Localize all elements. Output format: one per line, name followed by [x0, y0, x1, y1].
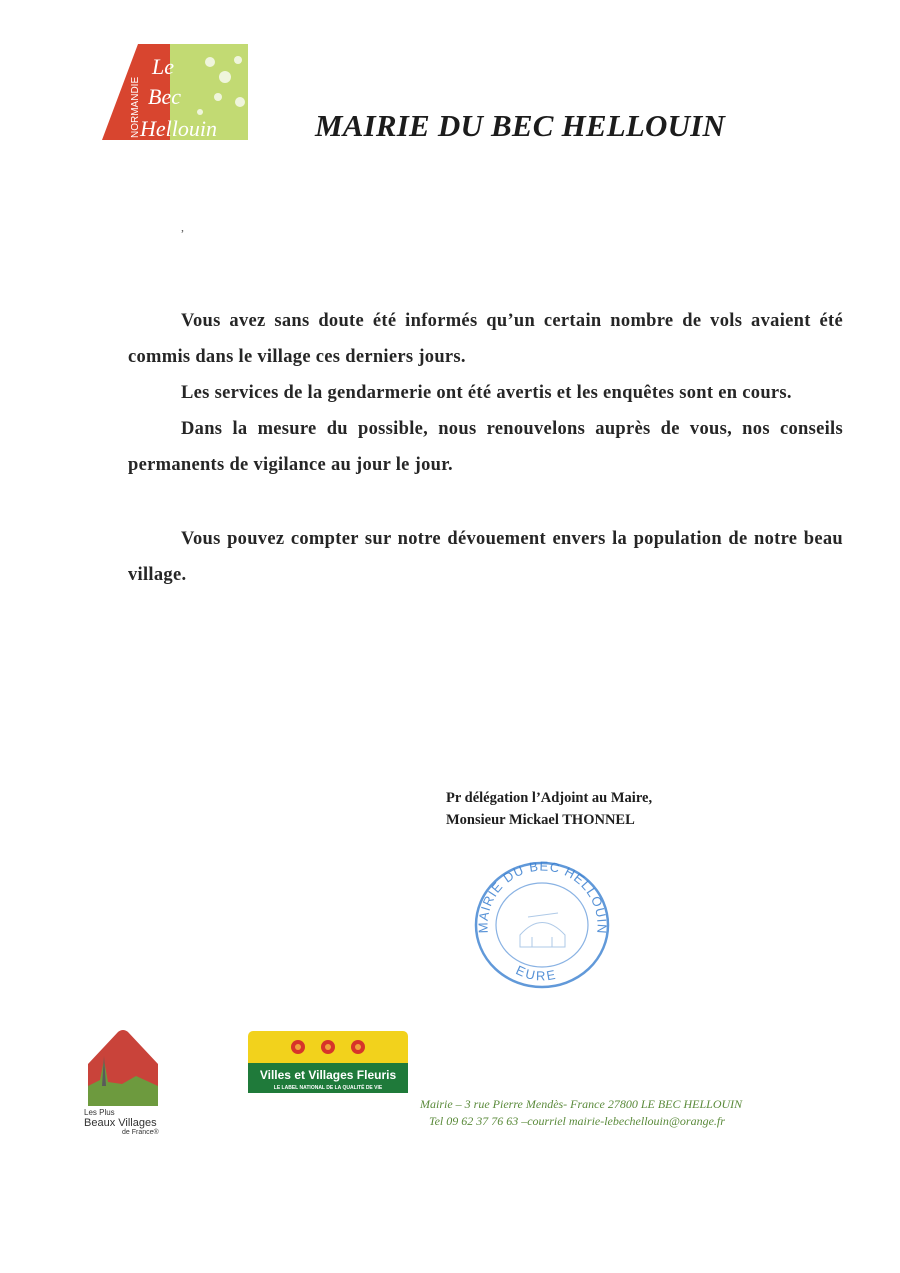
beaux-line-3: de France® [122, 1129, 159, 1136]
logo-normandie-text: NORMANDIE [130, 76, 141, 138]
address-line: Mairie – 3 rue Pierre Mendès- France 27800 LE BEC HELLOUIN [420, 1097, 743, 1111]
logo-le-text: Le [152, 54, 174, 79]
footer-address [420, 1096, 840, 1130]
logo-bec-text: Bec [148, 84, 181, 109]
signature-name: Monsieur Mickael THONNEL [446, 812, 635, 828]
letter-body [128, 303, 843, 593]
letter-paragraph: Dans la mesure du possible, nous renouvelons auprès de vous, nos conseils permanents de vigilance au jour le jour. [128, 419, 843, 475]
flower-icon [291, 1040, 365, 1054]
bec-hellouin-logo [100, 42, 250, 142]
letter-paragraph: Vous pouvez compter sur notre dévouement envers la population de notre beau village. [128, 529, 843, 585]
svg-text:EURE [514, 962, 559, 983]
beaux-line-2: Beaux Villages [84, 1117, 157, 1129]
fleuris-subtitle: LE LABEL NATIONAL DE LA QUALITÉ DE VIE [273, 1085, 383, 1091]
beaux-villages-caption [84, 1108, 194, 1136]
stamp-top-text: MAIRIE DU BEC HELLOUIN [475, 858, 610, 935]
fleuris-title: Villes et Villages Fleuris [259, 1068, 397, 1082]
beaux-villages-logo [78, 1026, 188, 1156]
letter-paragraph: Les services de la gendarmerie ont été avertis et les enquêtes sont en cours. [181, 383, 792, 403]
signature-block [446, 787, 766, 831]
contact-line: Tel 09 62 37 76 63 –courriel mairie-lebechellouin@orange.fr [429, 1114, 725, 1128]
signature-title: Pr délégation l’Adjoint au Maire, [446, 790, 653, 806]
stamp-bottom-text: EURE [513, 962, 559, 984]
stray-mark: , [181, 220, 184, 234]
villes-fleuris-logo [248, 1031, 408, 1093]
official-stamp [470, 855, 615, 990]
page-title: MAIRIE DU BEC HELLOUIN [315, 108, 726, 143]
beaux-line-1: Les Plus [84, 1108, 115, 1117]
logo-hellouin-text: Hellouin [140, 116, 217, 141]
letter-paragraph: Vous avez sans doute été informés qu’un certain nombre de vols avaient été commis dans le village ces derniers jours. [128, 311, 843, 367]
